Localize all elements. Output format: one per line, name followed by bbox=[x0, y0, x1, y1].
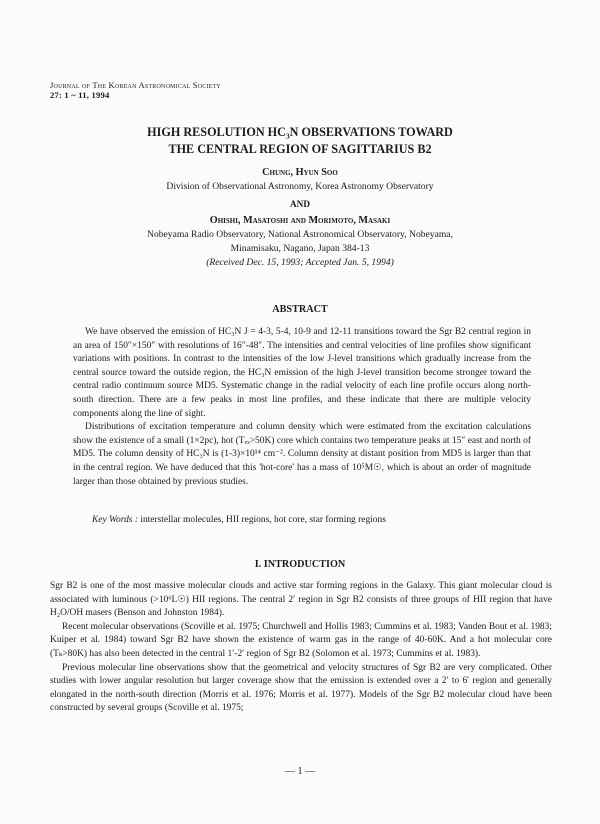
journal-volume: 27: 1 ~ 11, 1994 bbox=[50, 90, 110, 100]
page-number: — 1 — bbox=[285, 766, 315, 777]
paper-title bbox=[0, 124, 600, 158]
keywords bbox=[92, 515, 386, 525]
affiliation-2: Nobeyama Radio Observatory, National Astronomical Observatory, Nobeyama, bbox=[147, 229, 453, 240]
title-line-2: THE CENTRAL REGION OF SAGITTARIUS B2 bbox=[168, 142, 432, 156]
affiliation-2-line-2: Minamisaku, Nagano, Japan 384-13 bbox=[230, 243, 370, 254]
affiliation-1: Division of Observational Astronomy, Korea Astronomy Observatory bbox=[166, 181, 434, 192]
keywords-label: Key Words : bbox=[92, 515, 138, 525]
introduction-paragraph-3: Previous molecular line observations show that the geometrical and velocity structures of Sgr B2 are very complicated. Other studies with lower angular resolution but larger coverage show that the emission is extended over a 2′ to 6′ region and generally elongated in the north-south direction (Morris et al. 1976; Morris et al. 1977). Models of the Sgr B2 molecular cloud have been constructed by several groups (Scoville et al. 1975; bbox=[50, 662, 552, 714]
introduction-heading: I. INTRODUCTION bbox=[254, 559, 346, 570]
author-block bbox=[0, 166, 600, 270]
abstract-body bbox=[73, 326, 531, 489]
introduction-body bbox=[50, 580, 552, 716]
author-1: Chung, Hyun Soo bbox=[262, 167, 338, 178]
introduction-paragraph-2: Recent molecular observations (Scoville et al. 1975; Churchwell and Hollis 1983; Cummins et al. 1983; Vanden Bout et al. 1983; Kuiper et al. 1984) toward Sgr B2 have shown the existence of warm gas in the range of 40-60K. And a hot molecular core (Tₖ>80K) has also been detected in the central 1′-2′ region of Sgr B2 (Solomon et al. 1973; Cummins et al. 1983). bbox=[50, 621, 552, 659]
abstract-heading: ABSTRACT bbox=[272, 304, 328, 315]
title-line-1: HIGH RESOLUTION HC₃N OBSERVATIONS TOWARD bbox=[147, 125, 453, 139]
journal-header bbox=[50, 80, 221, 100]
journal-name: Journal of The Korean Astronomical Society bbox=[50, 80, 221, 90]
abstract-paragraph-2: Distributions of excitation temperature and column density which were estimated from the excitation calculations show the existence of a small (1×2pc), hot (Tₑₓ>50K) core which contains two temperature peaks at 15″ east and north of MD5. The column density of HC₃N is (1-3)×10¹⁴ cm⁻². Column density at distant position from MD5 is larger than that in the central region. We have deduced that this 'hot-core' has a mass of 10⁵M☉, which is about an order of magnitude larger than those obtained by previous studies. bbox=[73, 422, 531, 487]
author-2: Ohishi, Masatoshi and Morimoto, Masaki bbox=[209, 215, 391, 226]
introduction-paragraph-1: Sgr B2 is one of the most massive molecular clouds and active star forming regions in the Galaxy. This giant molecular cloud is associated with luminous (>10⁶L☉) HII regions. The central 2′ region in Sgr B2 consists of three groups of HII region that have H₂O/OH masers (Benson and Johnston 1984). bbox=[50, 581, 552, 619]
author-conjunction: AND bbox=[290, 199, 310, 209]
abstract-paragraph-1: We have observed the emission of HC₃N J = 4-3, 5-4, 10-9 and 12-11 transitions toward the Sgr B2 central region in an area of 150″×150″ with resolutions of 16″-48″. The intensities and central velocities of line profiles show significant variations with positions. In contrast to the intensities of the low J-level transitions which gradually increase from the central source toward the outside region, the HC₃N emission of the high J-level transition become stronger toward the central radio continuum source MD5. Systematic change in the radial velocity of each line profile occurs along north-south direction. There are a few peaks in most line profiles, and these indicate that there are multiple velocity components along the line of sight. bbox=[73, 327, 531, 419]
received-dates: (Received Dec. 15, 1993; Accepted Jan. 5, 1994) bbox=[206, 257, 394, 268]
keywords-text: interstellar molecules, HII regions, hot core, star forming regions bbox=[140, 515, 386, 525]
